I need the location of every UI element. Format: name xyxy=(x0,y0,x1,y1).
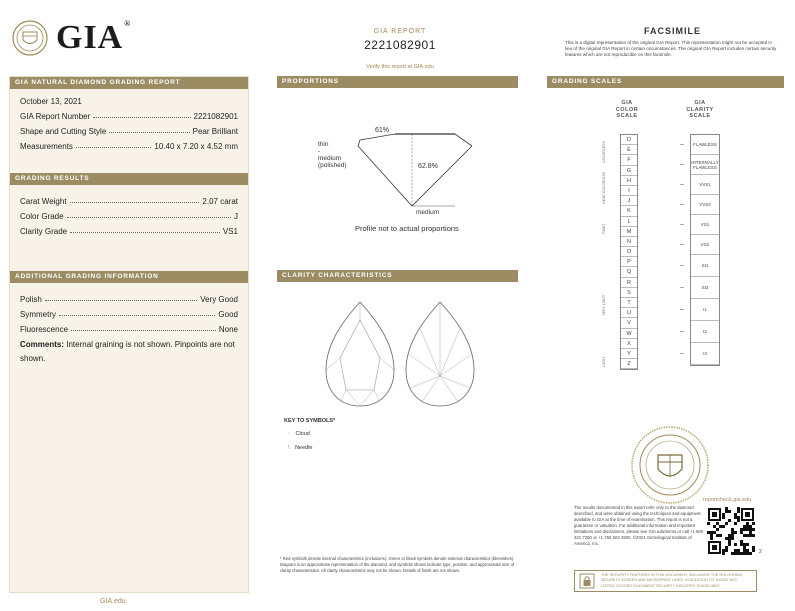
qr-code-icon[interactable] xyxy=(707,507,755,555)
row-label: Measurements xyxy=(20,142,73,151)
girdle-label-1: thin xyxy=(318,141,329,148)
color-grade-cell: S xyxy=(621,288,637,298)
clarity-group-tick xyxy=(680,353,684,354)
color-grade-cell: H xyxy=(621,176,637,186)
row-label: GIA Report Number xyxy=(20,112,91,121)
clarity-group-tick xyxy=(680,224,684,225)
logo-wordmark: GIA® xyxy=(56,19,132,56)
report-number: 2221082901 xyxy=(364,38,436,52)
clarity-grade-cell: VS1 xyxy=(691,215,719,235)
clarity-group-tick xyxy=(680,164,684,165)
clarity-group-tick xyxy=(680,265,684,266)
row-value: Very Good xyxy=(200,295,238,304)
natural-report-section xyxy=(10,77,248,151)
row-label: Shape and Cutting Style xyxy=(20,127,107,136)
disclaimer-text: The results documented in this report refer only to the diamond described, and were obtained using the techniques and equipment available to GIA at the time of examination. This report is not a guarantee or valuation. For additional information and important limitations and disclaimers, please see GIA.edu/terms or call +1 800 421 7250 or +1 760 603 4500. ©2021 Gemological Institute of America, Inc. xyxy=(574,505,704,547)
clarity-grade-cell: I1 xyxy=(691,299,719,321)
section-title: GRADING RESULTS xyxy=(10,173,248,185)
clarity-group-markers xyxy=(674,134,684,370)
row-label: Fluorescence xyxy=(20,325,69,334)
color-head-2: COLOR xyxy=(615,106,639,113)
cloud-icon: ◦ xyxy=(288,431,290,437)
color-grade-cell: F xyxy=(621,155,637,165)
row-label: Clarity Grade xyxy=(20,227,68,236)
color-grade-cell: M xyxy=(621,227,637,237)
facsimile-text: This is a digital representation of the original GIA Report. This representation might not be accepted in lieu of the original GIA Report in certain circumstances. The original GIA Report includes certain security features which are not reproducible on this facsimile. xyxy=(565,40,777,58)
grading-scales-title: GRADING SCALES xyxy=(547,76,784,88)
row-value: VS1 xyxy=(222,227,238,236)
proportions-diagram xyxy=(300,120,500,220)
section-title: GIA NATURAL DIAMOND GRADING REPORT xyxy=(10,77,248,89)
report-row xyxy=(20,121,238,136)
report-row xyxy=(20,136,238,151)
clarity-head-3: SCALE xyxy=(689,113,711,120)
row-value: Pear Brilliant xyxy=(192,127,238,136)
row-label: Polish xyxy=(20,295,42,304)
gia-edu-link[interactable]: GIA.edu xyxy=(100,598,126,605)
gia-seal-large-icon xyxy=(630,425,710,505)
result-row xyxy=(20,206,238,221)
row-value: 2.07 carat xyxy=(202,197,238,206)
report-kicker: GIA REPORT xyxy=(373,28,427,35)
proportions-title: PROPORTIONS xyxy=(277,76,518,88)
girdle-left xyxy=(358,140,360,146)
clarity-footnote: * Red symbols denote internal characteristics (inclusions). Green or black symbols denote external characteristics (blemishes). Diagram is an approximate representation of the diamond, and symbols shown indicate type, position, and approximate size of clarity characteristics. All clarity characteristics may not be shown. Details of finish are not shown. xyxy=(280,556,515,574)
color-grade-cell: J xyxy=(621,196,637,206)
color-grade-cell: I xyxy=(621,186,637,196)
color-grade-cell: D xyxy=(621,135,637,145)
clarity-group-tick xyxy=(680,331,684,332)
clarity-group-tick xyxy=(680,184,684,185)
key-item-cloud xyxy=(288,431,310,437)
color-scale-header xyxy=(612,100,642,120)
color-group-label: FAINT xyxy=(602,224,606,234)
clarity-grade-cell: SI2 xyxy=(691,277,719,299)
comments-label: Comments: xyxy=(20,340,65,349)
color-grade-cell: T xyxy=(621,298,637,308)
row-value: None xyxy=(218,325,238,334)
color-grade-cell: V xyxy=(621,318,637,328)
color-scale xyxy=(620,134,638,370)
info-row xyxy=(20,289,238,304)
clarity-grade-cell: VS2 xyxy=(691,235,719,255)
color-head-3: SCALE xyxy=(616,113,638,120)
left-panel xyxy=(9,76,249,593)
row-value: J xyxy=(234,212,238,221)
color-grade-cell: R xyxy=(621,278,637,288)
color-grade-cell: P xyxy=(621,257,637,267)
pavilion-line xyxy=(358,146,472,206)
report-row xyxy=(20,106,238,121)
color-grade-cell: Z xyxy=(621,359,637,369)
color-grade-cell: N xyxy=(621,237,637,247)
color-group-label: COLORLESS xyxy=(602,141,606,163)
additional-info-section xyxy=(10,271,248,366)
clarity-head-1: GIA xyxy=(694,100,706,106)
info-row xyxy=(20,319,238,334)
row-label: Color Grade xyxy=(20,212,64,221)
gia-seal-icon xyxy=(12,20,48,56)
result-row xyxy=(20,191,238,206)
row-value: 2221082901 xyxy=(193,112,238,121)
clarity-group-tick xyxy=(680,204,684,205)
color-group-label: NEAR COLORLESS xyxy=(602,171,606,204)
color-grade-cell: U xyxy=(621,308,637,318)
color-grade-cell: E xyxy=(621,145,637,155)
girdle-label-2: - xyxy=(318,148,321,155)
girdle-label-4: (polished) xyxy=(318,162,347,169)
clarity-grade-cell: FLAWLESS xyxy=(691,135,719,155)
facsimile-notice xyxy=(565,26,780,59)
color-grade-cell: Q xyxy=(621,267,637,277)
culet-label: medium xyxy=(416,209,440,216)
color-grade-cell: W xyxy=(621,329,637,339)
clarity-group-tick xyxy=(680,244,684,245)
color-grade-cell: X xyxy=(621,339,637,349)
color-group-label: LIGHT xyxy=(602,356,606,367)
security-features-box xyxy=(574,570,757,592)
clarity-group-tick xyxy=(680,309,684,310)
gia-logo xyxy=(12,18,144,58)
color-group-label: VERY LIGHT xyxy=(602,294,606,316)
clarity-grade-cell: INTERNALLY FLAWLESS xyxy=(691,155,719,175)
clarity-grade-cell: SI1 xyxy=(691,255,719,277)
clarity-group-tick xyxy=(680,287,684,288)
key-label: Cloud xyxy=(295,431,310,437)
security-lock-icon xyxy=(579,573,595,589)
clarity-plot xyxy=(322,298,482,410)
row-label: Carat Weight xyxy=(20,197,67,206)
grading-results-section xyxy=(10,173,248,236)
depth-percent: 62.8% xyxy=(418,163,438,170)
color-grade-cell: O xyxy=(621,247,637,257)
comments xyxy=(20,338,238,366)
report-header xyxy=(330,28,470,70)
result-row xyxy=(20,221,238,236)
color-grade-cell: K xyxy=(621,206,637,216)
clarity-grade-cell: VVS1 xyxy=(691,175,719,195)
color-head-1: GIA xyxy=(621,100,633,106)
proportions-note: Profile not to actual proportions xyxy=(355,224,459,233)
facsimile-title: FACSIMILE xyxy=(643,26,701,36)
color-grade-cell: L xyxy=(621,217,637,227)
crown-line xyxy=(360,134,472,146)
clarity-group-tick xyxy=(680,144,684,145)
row-label: Symmetry xyxy=(20,310,56,319)
key-item-needle xyxy=(288,445,313,451)
report-check-link[interactable]: reportcheck.gia.edu xyxy=(703,497,752,503)
key-label: Needle xyxy=(295,445,313,451)
crown-view-pear xyxy=(326,302,394,406)
clarity-grade-cell: I3 xyxy=(691,343,719,365)
report-date: October 13, 2021 xyxy=(20,97,82,106)
clarity-title: CLARITY CHARACTERISTICS xyxy=(277,270,518,282)
color-grade-cell: Y xyxy=(621,349,637,359)
key-title: KEY TO SYMBOLS* xyxy=(284,418,336,424)
row-value: Good xyxy=(218,310,238,319)
section-title: ADDITIONAL GRADING INFORMATION xyxy=(10,271,248,283)
page-number: 2 xyxy=(759,549,762,555)
info-row xyxy=(20,304,238,319)
clarity-scale xyxy=(690,134,720,366)
clarity-grade-cell: I2 xyxy=(691,321,719,343)
clarity-scale-header xyxy=(684,100,716,120)
table-percent: 61% xyxy=(375,127,390,134)
row-value: 10.40 x 7.20 x 4.52 mm xyxy=(154,142,238,151)
color-grade-cell: G xyxy=(621,166,637,176)
color-group-labels xyxy=(600,134,612,370)
pavilion-view-pear xyxy=(406,302,474,406)
comments-text: Internal graining is not shown. Pinpoints are not shown. xyxy=(20,340,235,363)
clarity-head-2: CLARITY xyxy=(686,106,714,113)
clarity-grade-cell: VVS2 xyxy=(691,195,719,215)
girdle-label-3: medium xyxy=(318,155,342,162)
needle-icon: \ xyxy=(288,445,290,451)
verify-link[interactable]: Verify this report at GIA.edu xyxy=(366,64,434,70)
security-text: THE SECURITY FEATURES IN THIS DOCUMENT, INCLUDING THE HOLOGRAM, SECURITY SCREEN AND MICROPRINT LINES, IN ADDITION TO THOSE NOT LISTED, EXCEED DOCUMENT SECURITY INDUSTRY GUIDELINES. xyxy=(601,573,743,588)
